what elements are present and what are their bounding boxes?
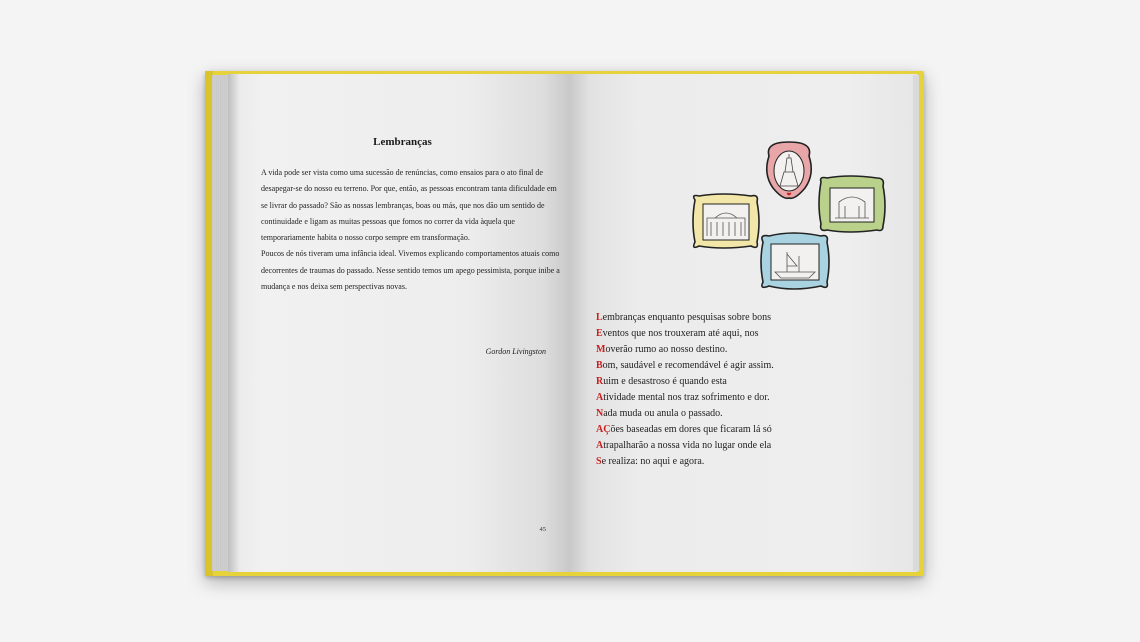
poem-initial: A xyxy=(596,440,604,451)
poem-line xyxy=(596,358,836,374)
chapter-title: Lembranças xyxy=(373,136,432,148)
poem-initial: A xyxy=(596,424,604,435)
poem-initial: L xyxy=(596,312,603,323)
poem-initial: S xyxy=(596,456,602,467)
poem-text: om, saudável e recomendável é agir assim. xyxy=(602,360,774,371)
poem-initial-2: Ç xyxy=(603,424,611,435)
poem-line xyxy=(596,438,836,454)
poem-line xyxy=(596,390,836,406)
acrostic-poem xyxy=(596,310,836,470)
right-page-edges xyxy=(913,75,919,571)
poem-line xyxy=(596,374,836,390)
poem-text: e realiza: no aqui e agora. xyxy=(601,456,705,467)
poem-initial: E xyxy=(596,328,603,339)
paragraph-2: Poucos de nós tiveram uma infância ideal. Vivemos explicando comportamentos atuais como decorrentes de traumas do passado. Nesse sentido temos um apego pessimista, porque inibe a mudança e nos deixa sem perspectivas novas. xyxy=(261,249,560,292)
poem-line xyxy=(596,406,836,422)
poem-text: trapalharão a nossa vida no lugar onde ela xyxy=(603,440,772,451)
poem-initial: B xyxy=(596,360,603,371)
building-frame-icon xyxy=(693,194,759,248)
poem-text: ventos que nos trouxeram até aqui, nos xyxy=(602,328,759,339)
ship-frame-icon xyxy=(761,233,829,289)
poem-line xyxy=(596,326,836,342)
poem-initial: N xyxy=(596,408,604,419)
poem-text: tividade mental nos traz sofrimento e dor. xyxy=(603,392,770,403)
poem-line xyxy=(596,422,836,438)
left-page-shadow xyxy=(228,74,240,572)
quote-author: Gordon Livingston xyxy=(485,347,546,356)
lighthouse-frame-icon xyxy=(819,176,885,232)
poem-text: embranças enquanto pesquisas sobre bons xyxy=(602,312,771,323)
poem-initial: A xyxy=(596,392,604,403)
poem-text: uim e desastroso é quando esta xyxy=(603,376,727,387)
page-number: 45 xyxy=(539,526,546,533)
poem-line xyxy=(596,342,836,358)
body-text xyxy=(261,165,561,295)
poem-line xyxy=(596,310,836,326)
paragraph-1: A vida pode ser vista como uma sucessão de renúncias, como ensaios para o ato final de desapegar-se do nosso eu terreno. Por que, então, as pessoas encontram tanta dificuldade em se livrar do passado? São as nossas lembranças, boas ou más, que nos dão um sentido de continuidade e ligam as muitas pessoas que fomos no correr da vida àquela que temporariamente habita o nosso corpo sempre em transformação. xyxy=(261,168,557,243)
poem-text: overão rumo ao nosso destino. xyxy=(605,344,728,355)
poem-initial: R xyxy=(596,376,604,387)
poem-line xyxy=(596,454,836,470)
poem-initial: M xyxy=(596,344,606,355)
poem-text: ada muda ou anula o passado. xyxy=(603,408,723,419)
eiffel-tower-frame-icon xyxy=(767,142,812,198)
picture-frames-illustration xyxy=(689,138,889,294)
poem-text: ões baseadas em dores que ficaram lá só xyxy=(610,424,772,435)
left-page xyxy=(228,74,569,572)
